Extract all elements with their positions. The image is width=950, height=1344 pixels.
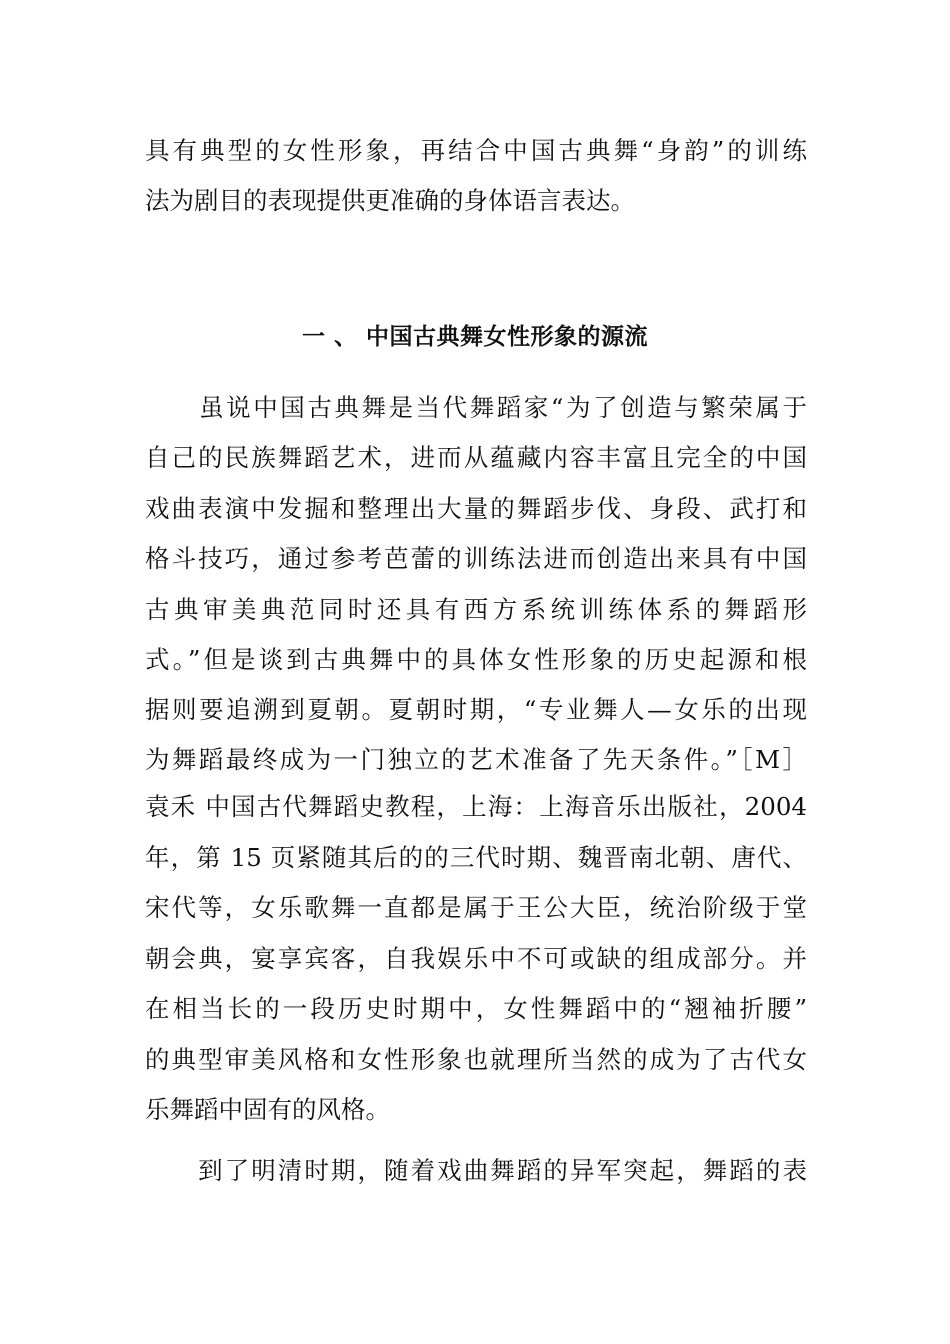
paragraph-line: 的典型审美风格和女性形象也就理所当然的成为了古代女 [145, 1045, 807, 1074]
paragraph-line: 朝会典，宴享宾客，自我娱乐中不可或缺的组成部分。并 [145, 944, 807, 973]
paragraph-line: 到了明清时期，随着戏曲舞蹈的异军突起，舞蹈的表 [145, 1156, 807, 1185]
paragraph-line: 在相当长的一段历史时期中，女性舞蹈中的“翘袖折腰” [145, 994, 807, 1023]
section-heading: 一 、 中国古典舞女性形象的源流 [301, 324, 648, 350]
paragraph-line: 宋代等，女乐歌舞一直都是属于王公大臣，统治阶级于堂 [145, 893, 807, 922]
paragraph-line: 为舞蹈最终成为一门独立的艺术准备了先天条件。”［M］ [145, 745, 807, 774]
paragraph-line: 虽说中国古典舞是当代舞蹈家“为了创造与繁荣属于 [145, 393, 807, 422]
paragraph-line: 乐舞蹈中固有的风格。 [145, 1095, 390, 1124]
paragraph-line: 自己的民族舞蹈艺术，进而从蕴藏内容丰富且完全的中国 [145, 443, 807, 472]
paragraph-line: 格斗技巧，通过参考芭蕾的训练法进而创造出来具有中国 [145, 544, 807, 573]
paragraph-line: 式。”但是谈到古典舞中的具体女性形象的历史起源和根 [145, 645, 807, 674]
paragraph-line: 年，第 15 页紧随其后的的三代时期、魏晋南北朝、唐代、 [145, 843, 807, 872]
paragraph-line: 袁禾 中国古代舞蹈史教程，上海：上海音乐出版社，2004 [145, 792, 807, 821]
paragraph-line: 据则要追溯到夏朝。夏朝时期，“专业舞人—女乐的出现 [145, 695, 807, 724]
paragraph-line: 古典审美典范同时还具有西方系统训练体系的舞蹈形 [145, 595, 807, 624]
paragraph-line: 法为剧目的表现提供更准确的身体语言表达。 [145, 186, 635, 215]
paragraph-line: 具有典型的女性形象，再结合中国古典舞“身韵”的训练 [145, 136, 807, 165]
paragraph-line: 戏曲表演中发掘和整理出大量的舞蹈步伐、身段、武打和 [145, 494, 807, 523]
